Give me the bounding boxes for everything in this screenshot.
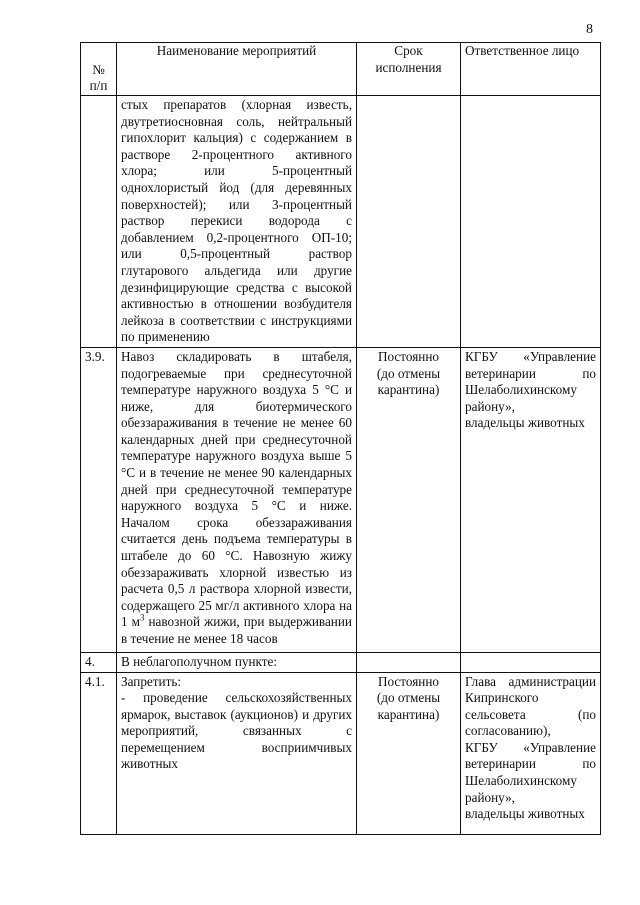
measure-manure-text xyxy=(121,349,352,648)
row-measure-text xyxy=(117,347,357,652)
term-line1: Постоянно xyxy=(377,348,439,364)
row-term xyxy=(357,652,461,672)
term-line1: Постоянно xyxy=(377,673,439,689)
header-responsible: Ответственное лицо xyxy=(461,43,601,96)
row-term xyxy=(357,672,461,834)
measure-continuation-text: стых препаратов (хлорная известь, двутретиосновная соль, нейтральный гипохлорит кальция) с содержанием в растворе 2-процентного активного хлора; или 5-процентный однохлористый йод (для деревянных поверхностей); или 3-процентный раствор перекиси водорода с добавлением 0,2-процентного ОП-10; или 0,5-процентный раствор глутарового альдегида или другие дезинфицирующие средства с высокой активностью в отношении возбудителя лейкоза в соответствии с инструкциями по применению xyxy=(121,97,352,345)
row-responsible xyxy=(461,96,601,348)
prohibit-text: - проведение сельскохозяйственных ярмарок, выставок (аукционов) и других мероприятий, связанных с перемещением восприимчивых животных xyxy=(121,690,352,772)
header-number xyxy=(81,43,117,96)
prohibit-title: Запретить: xyxy=(121,673,182,689)
header-measures: Наименование мероприятий xyxy=(117,43,357,96)
manure-text-main: Навоз складировать в штабеля, подогреваемые при среднесуточной температуре наружного воздуха 5 °С и ниже, для биотермического обеззараживания в течение не менее 60 календарных дней при среднесуточной температуре наружного воздуха выше 5 °С и в течение не менее 90 календарных дней при среднесуточной температуре наружного воздуха 5 °С и ниже. Началом срока обеззараживания считается день подъема температуры в штабеле до 60 °С. Навозную жижу обеззараживать хлорной известью из расчета 0,5 л раствора хлорной извести, содержащего 25 мг/л активного хлора на 1 м xyxy=(121,348,352,630)
row-number: 4. xyxy=(81,652,117,672)
row-number: 4.1. xyxy=(81,672,117,834)
row-term xyxy=(357,96,461,348)
table-row xyxy=(81,96,601,348)
table-row xyxy=(81,672,601,834)
row-measure-text xyxy=(117,672,357,834)
responsible-owners: владельцы животных xyxy=(465,806,585,822)
term-line2: (до отмены xyxy=(376,365,441,381)
header-number-abbr: п/п xyxy=(89,78,108,94)
term-line3: карантина) xyxy=(377,382,440,398)
row-responsible xyxy=(461,347,601,652)
responsible-kgbu: КГБУ «Управление ветеринарии по Шелаболихинскому району», xyxy=(465,739,596,805)
row-responsible xyxy=(461,652,601,672)
header-term-line1: Срок xyxy=(394,43,423,58)
measures-table xyxy=(80,42,601,835)
header-number-sign: № xyxy=(92,61,105,77)
row-number xyxy=(81,96,117,348)
row-responsible xyxy=(461,672,601,834)
term-line3: карантина) xyxy=(377,706,440,722)
table-header-row xyxy=(81,43,601,96)
row-term xyxy=(357,347,461,652)
cubic-superscript: 3 xyxy=(139,613,145,624)
page-number: 8 xyxy=(586,22,593,37)
manure-text-end: навозной жижи, при выдерживании в течение не менее 18 часов xyxy=(121,614,352,646)
row-measure-text xyxy=(117,96,357,348)
header-term xyxy=(357,43,461,96)
responsible-owners: владельцы животных xyxy=(465,415,585,431)
row-section-title: В неблагополучном пункте: xyxy=(117,652,357,672)
responsible-head-admin: Глава администрации Кипринского сельсовета (по согласованию), xyxy=(465,673,596,739)
term-line2: (до отмены xyxy=(376,690,441,706)
header-term-line2: исполнения xyxy=(375,59,442,75)
row-number: 3.9. xyxy=(81,347,117,652)
table-row xyxy=(81,347,601,652)
responsible-kgbu: КГБУ «Управление ветеринарии по Шелаболихинскому району», xyxy=(465,348,596,414)
table-row xyxy=(81,652,601,672)
